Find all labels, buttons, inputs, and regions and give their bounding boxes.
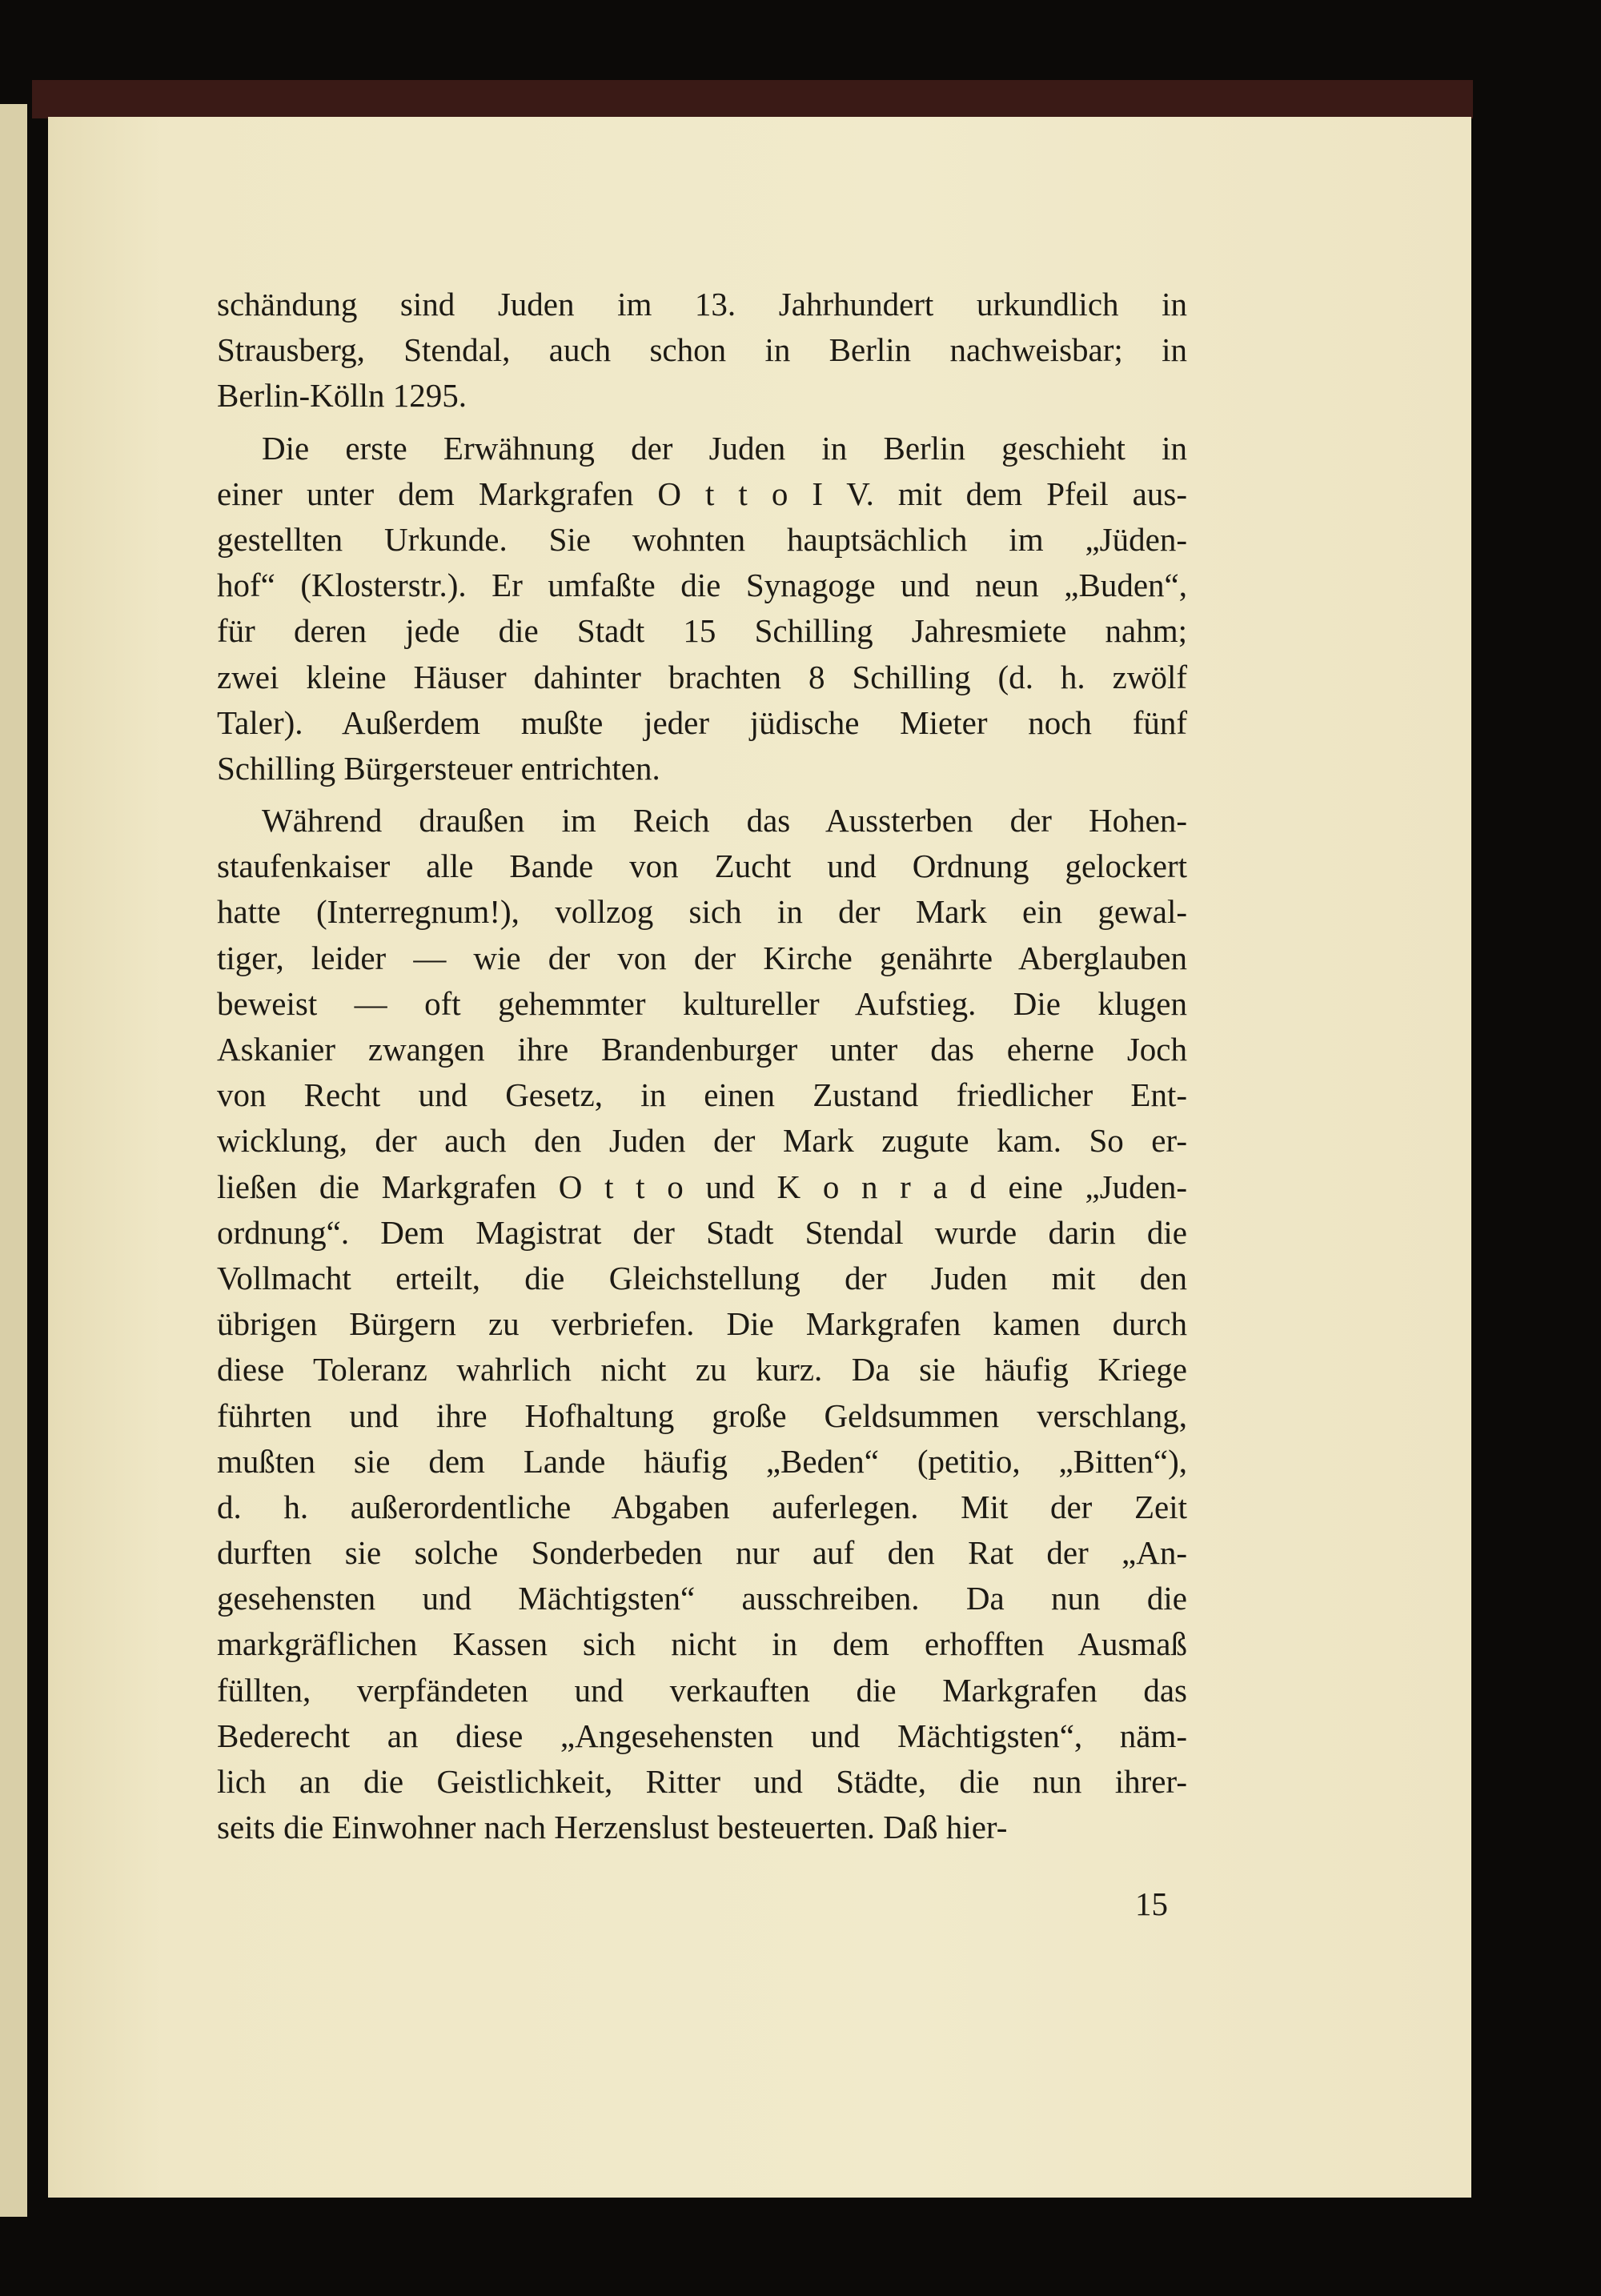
text-line: markgräflichen Kassen sich nicht in dem erhofften Ausmaß bbox=[217, 1625, 1187, 1663]
text-line: Strausberg, Stendal, auch schon in Berlin nachweisbar; in bbox=[217, 331, 1187, 369]
text-line: hatte (Interregnum!), vollzog sich in der Mark ein gewal- bbox=[217, 893, 1187, 931]
text-line: füllten, verpfändeten und verkauften die Markgrafen das bbox=[217, 1671, 1187, 1709]
text-line: Vollmacht erteilt, die Gleichstellung der Juden mit den bbox=[217, 1259, 1187, 1296]
book-cover-edge bbox=[32, 80, 1473, 118]
paragraph bbox=[217, 282, 1187, 419]
text-line: schändung sind Juden im 13. Jahrhundert urkundlich in bbox=[217, 286, 1187, 323]
text-line: staufenkaiser alle Bande von Zucht und Ordnung gelockert bbox=[217, 847, 1187, 885]
text-line: zwei kleine Häuser dahinter brachten 8 Schilling (d. h. zwölf bbox=[217, 658, 1187, 695]
paragraph bbox=[217, 798, 1187, 1850]
text-line: d. h. außerordentliche Abgaben auferlegen. Mit der Zeit bbox=[217, 1488, 1187, 1525]
text-line: lich an die Geistlichkeit, Ritter und Städte, die nun ihrer- bbox=[217, 1763, 1187, 1800]
text-line: wicklung, der auch den Juden der Mark zugute kam. So er- bbox=[217, 1122, 1187, 1160]
text-line: führten und ihre Hofhaltung große Geldsummen verschlang, bbox=[217, 1396, 1187, 1434]
text-line: von Recht und Gesetz, in einen Zustand friedlicher Ent- bbox=[217, 1076, 1187, 1114]
paragraph bbox=[217, 426, 1187, 792]
text-line: übrigen Bürgern zu verbriefen. Die Markgrafen kamen durch bbox=[217, 1305, 1187, 1343]
text-line: mußten sie dem Lande häufig „Beden“ (petitio, „Bitten“), bbox=[217, 1442, 1187, 1480]
body-text bbox=[217, 282, 1187, 1857]
text-line: gesehensten und Mächtigsten“ ausschreiben. Da nun die bbox=[217, 1580, 1187, 1617]
adjacent-page-edge bbox=[0, 104, 27, 2217]
text-line: gestellten Urkunde. Sie wohnten hauptsächlich im „Jüden- bbox=[217, 520, 1187, 558]
text-line: Taler). Außerdem mußte jeder jüdische Mieter noch fünf bbox=[217, 703, 1187, 741]
text-line: Askanier zwangen ihre Brandenburger unter das eherne Joch bbox=[217, 1031, 1187, 1068]
text-line: ordnung“. Dem Magistrat der Stadt Stendal wurde darin die bbox=[217, 1213, 1187, 1251]
text-line: ließen die Markgrafen O t t o und K o n r a d eine „Juden- bbox=[217, 1168, 1187, 1205]
text-line: durften sie solche Sonderbeden nur auf den Rat der „An- bbox=[217, 1534, 1187, 1572]
text-line: seits die Einwohner nach Herzenslust besteuerten. Daß hier- bbox=[217, 1809, 1008, 1846]
text-line: für deren jede die Stadt 15 Schilling Jahresmiete nahm; bbox=[217, 612, 1187, 650]
text-line: diese Toleranz wahrlich nicht zu kurz. Da sie häufig Kriege bbox=[217, 1351, 1187, 1388]
text-line: Schilling Bürgersteuer entrichten. bbox=[217, 749, 660, 787]
text-line: Bederecht an diese „Angesehensten und Mächtigsten“, näm- bbox=[217, 1717, 1187, 1754]
text-line: tiger, leider — wie der von der Kirche genährte Aberglauben bbox=[217, 939, 1187, 976]
text-line: hof“ (Klosterstr.). Er umfaßte die Synagoge und neun „Buden“, bbox=[217, 567, 1187, 604]
text-line: Berlin-Kölln 1295. bbox=[217, 377, 467, 415]
page-number: 15 bbox=[1135, 1885, 1168, 1922]
text-line: Die erste Erwähnung der Juden in Berlin geschieht in bbox=[262, 429, 1187, 467]
text-line: beweist — oft gehemmter kultureller Aufstieg. Die klugen bbox=[217, 984, 1187, 1022]
text-line: Während draußen im Reich das Aussterben der Hohen- bbox=[262, 802, 1187, 839]
text-line: einer unter dem Markgrafen O t t o I V. mit dem Pfeil aus- bbox=[217, 475, 1187, 512]
